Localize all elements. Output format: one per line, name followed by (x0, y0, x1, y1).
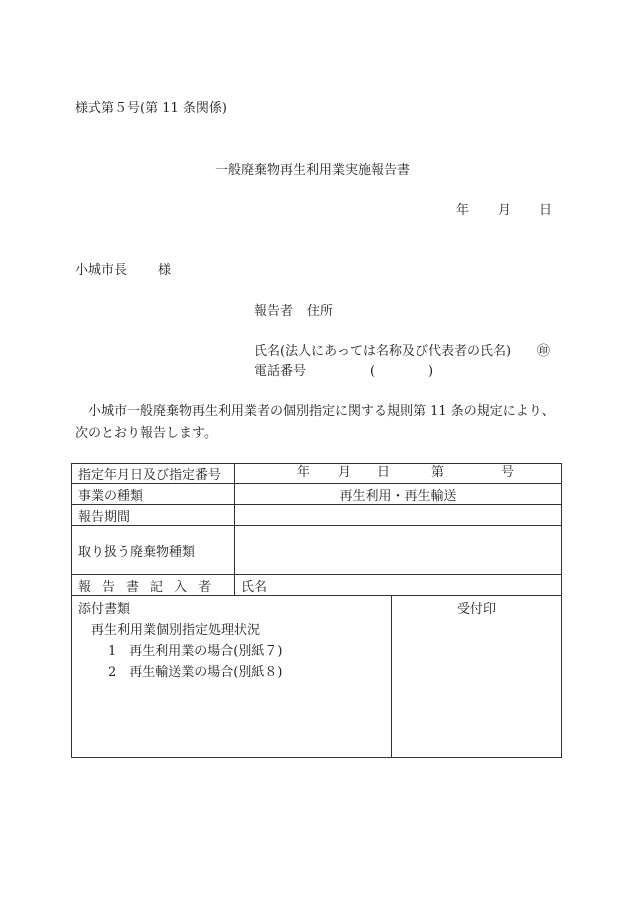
form-number: 様式第５号(第 11 条関係) (75, 101, 227, 116)
table-row (72, 575, 562, 596)
date-year-label: 年 (456, 203, 470, 218)
designation-date-value[interactable] (235, 464, 562, 484)
report-period-label: 報告期間 (72, 505, 235, 526)
table-row (72, 464, 562, 484)
attachments-cell (72, 596, 392, 758)
business-type-label: 事業の種類 (72, 484, 235, 505)
designation-go-label: 号 (501, 465, 515, 480)
address-label: 住所 (307, 304, 334, 319)
attachments-sub-label: 再生利用業個別指定処理状況 (91, 623, 261, 638)
table-row (72, 596, 562, 758)
designation-dai-label: 第 (431, 465, 445, 480)
report-period-field[interactable] (235, 505, 562, 526)
date-month-label: 月 (498, 203, 512, 218)
waste-type-field[interactable] (235, 526, 562, 575)
addressee-name: 小城市長 (75, 263, 128, 278)
attachments-label: 添付書類 (78, 602, 131, 617)
attachment-item: 1 再生利用業の場合(別紙７) (108, 644, 283, 659)
date-day-label: 日 (539, 203, 553, 218)
report-writer-label: 報告書記入者 (72, 575, 235, 596)
phone-label: 電話番号 (254, 364, 307, 379)
designation-day-label: 日 (377, 465, 391, 480)
report-writer-name-label[interactable]: 氏名 (235, 575, 562, 596)
table-row (72, 505, 562, 526)
name-label: 氏名(法人にあっては名称及び代表者の氏名) (254, 344, 512, 359)
table-row (72, 526, 562, 575)
receipt-stamp-cell (392, 596, 562, 758)
designation-month-label: 月 (338, 465, 352, 480)
attachment-item: 2 再生輸送業の場合(別紙８) (108, 665, 283, 680)
waste-type-label: 取り扱う廃棄物種類 (72, 526, 235, 575)
phone-paren-close: ) (428, 364, 434, 379)
body-text-line2: 次のとおり報告します。 (75, 426, 217, 441)
table-row (72, 484, 562, 505)
reporter-label: 報告者 (254, 304, 294, 319)
phone-paren-open: ( (370, 364, 376, 379)
business-type-value[interactable]: 再生利用・再生輸送 (235, 484, 562, 505)
designation-year-label: 年 (297, 465, 311, 480)
seal-mark: ㊞ (537, 344, 551, 359)
page-title: 一般廃棄物再生利用業実施報告書 (215, 163, 411, 178)
report-table (71, 463, 562, 758)
receipt-stamp-label: 受付印 (456, 602, 496, 617)
body-text-line1: 小城市一般廃棄物再生利用業者の個別指定に関する規則第 11 条の規定により、 (88, 404, 555, 419)
addressee-honorific: 様 (158, 263, 172, 278)
designation-date-label: 指定年月日及び指定番号 (72, 464, 235, 484)
